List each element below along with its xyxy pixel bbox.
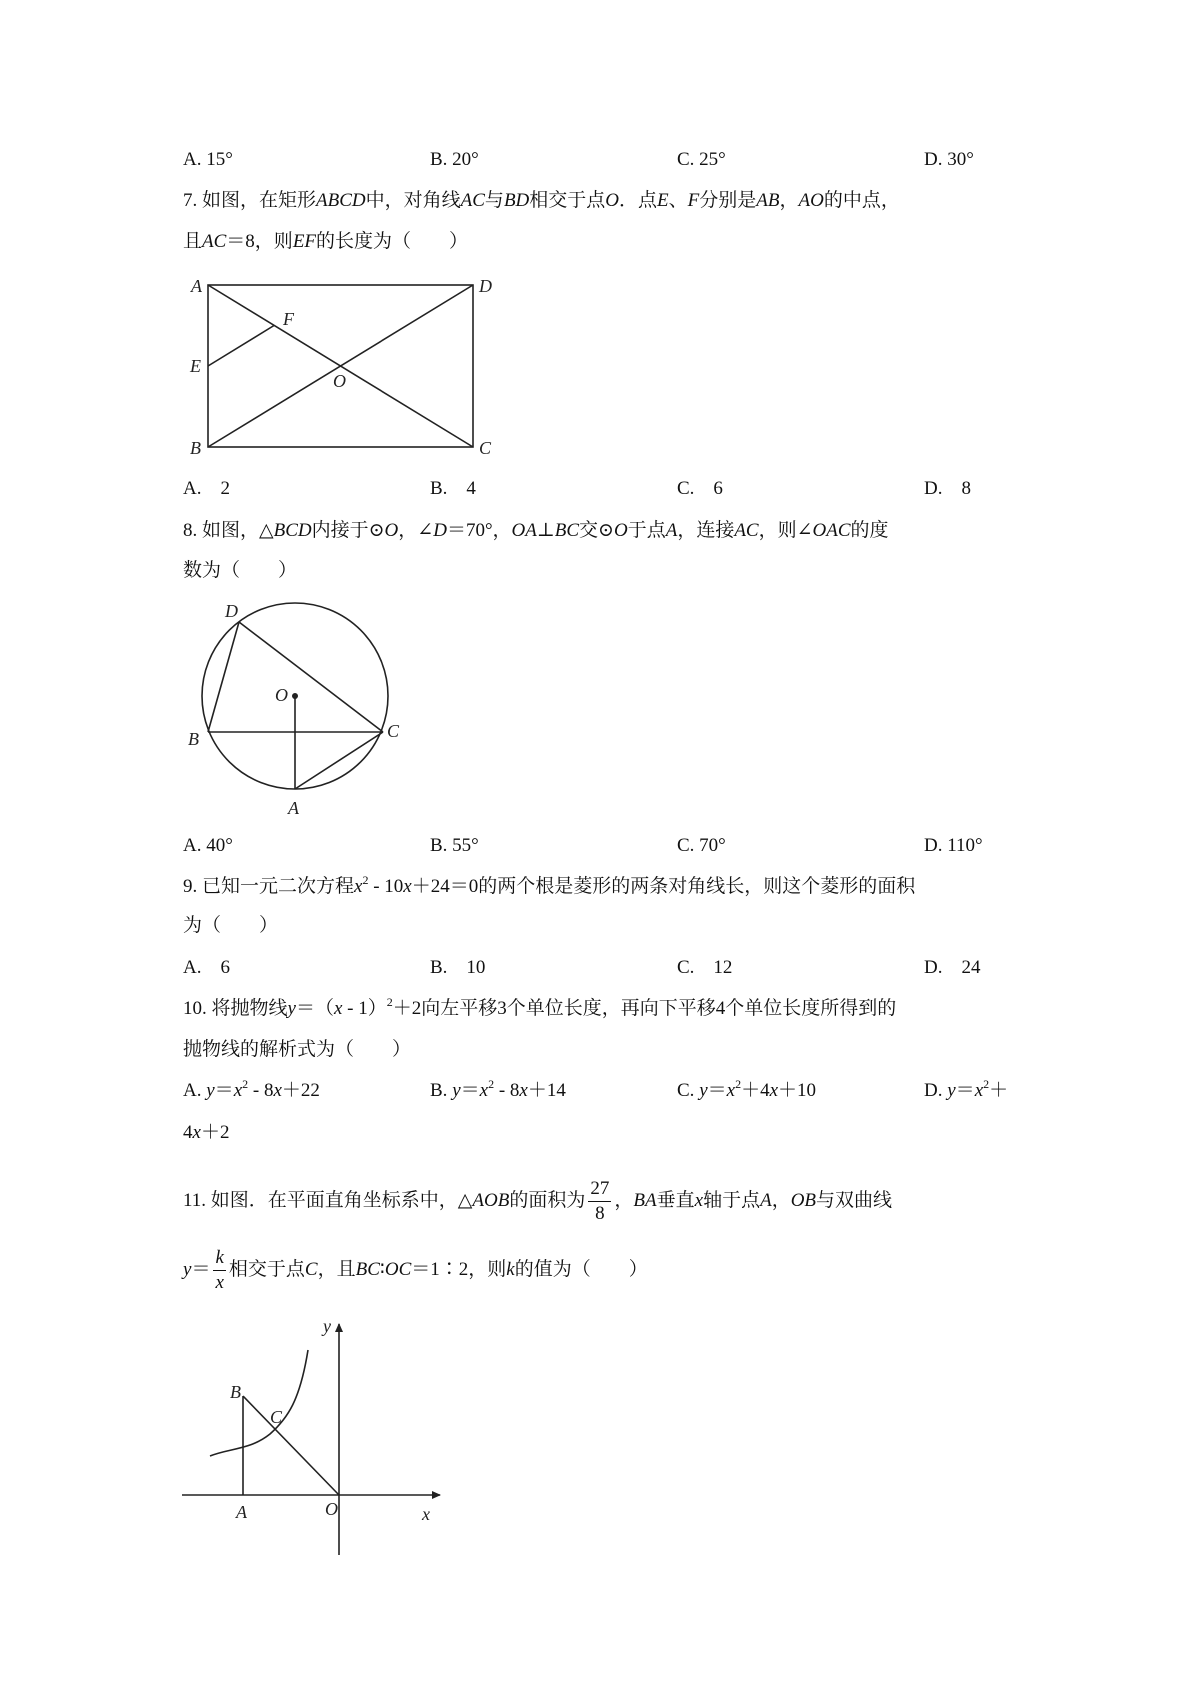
segment-ef bbox=[208, 326, 274, 367]
q9-option-c[interactable]: C. 12 bbox=[677, 957, 733, 978]
label-o: O bbox=[275, 685, 288, 705]
label-a: A bbox=[236, 1502, 247, 1522]
q9-option-d[interactable]: D. 24 bbox=[924, 957, 981, 978]
q8-option-d[interactable]: D. 110° bbox=[924, 835, 983, 856]
q10-option-b[interactable]: B. $y=x^2 - 8x+14$ bbox=[430, 1077, 566, 1101]
q9-stem-line2: 为（ ） bbox=[183, 915, 279, 936]
q9-options bbox=[183, 955, 1023, 981]
q11-figure-coordinate-plane bbox=[170, 1310, 460, 1560]
q7-stem-line1: 7. 如图，在矩形ABCD中，对角线AC与BD相交于点O．点E、F分别是AB，AO的中点， bbox=[183, 190, 900, 211]
label-d: D bbox=[225, 601, 238, 621]
q8-options bbox=[183, 833, 1023, 859]
label-b: B bbox=[190, 438, 201, 458]
label-x: x bbox=[422, 1504, 430, 1524]
q10-option-c[interactable]: C. $y=x^2+4x+10$ bbox=[677, 1077, 817, 1101]
segment-ac bbox=[295, 732, 383, 789]
fraction-k-x: $\frac{k}{x}$ bbox=[215, 1247, 224, 1294]
q8-figure-circle bbox=[183, 598, 413, 820]
label-d: D bbox=[479, 276, 492, 296]
q11-stem-line1: 11. 如图．在平面直角坐标系中，△AOB的面积为 $\frac{27}{8}$ ，BA垂直x轴于点A，OB与双曲线 bbox=[183, 1178, 893, 1225]
q10-stem-line2: 抛物线的解析式为（ ） bbox=[183, 1039, 412, 1060]
q8-stem-line2: 数为（ ） bbox=[183, 560, 298, 581]
label-a: A bbox=[288, 798, 299, 818]
label-o: O bbox=[325, 1499, 338, 1519]
segment-db bbox=[208, 622, 239, 732]
q6-options bbox=[183, 147, 1023, 173]
q9-option-b[interactable]: B. 10 bbox=[430, 957, 486, 978]
q10-options bbox=[183, 1078, 1023, 1104]
q8-stem-line1: 8. 如图，△BCD内接于⊙O，∠D＝70°，OA⊥BC交⊙O于点A，连接AC，则∠OAC的度 bbox=[183, 520, 889, 541]
q7-figure-rectangle bbox=[183, 272, 513, 462]
q6-option-b[interactable]: B. 20° bbox=[430, 149, 479, 170]
q10-option-a[interactable]: A. $y=x^2 - 8x+22$ bbox=[183, 1077, 320, 1101]
q10-option-d[interactable]: D. $y=x^2+$ bbox=[924, 1077, 1009, 1101]
q7-option-a[interactable]: A. 2 bbox=[183, 478, 230, 499]
q7-option-d[interactable]: D. 8 bbox=[924, 478, 971, 499]
hyperbola-curve bbox=[210, 1350, 308, 1456]
q8-option-c[interactable]: C. 70° bbox=[677, 835, 726, 856]
q9-option-a[interactable]: A. 6 bbox=[183, 957, 230, 978]
label-b: B bbox=[188, 729, 199, 749]
label-o: O bbox=[333, 371, 346, 391]
center-point-o bbox=[292, 693, 298, 699]
label-y: y bbox=[323, 1316, 331, 1336]
label-b: B bbox=[230, 1382, 241, 1402]
fraction-27-8: $\frac{27}{8}$ bbox=[590, 1178, 610, 1225]
q9-stem-line1: 9. 已知一元二次方程$x^2 - 10x+24=0$的两个根是菱形的两条对角线长，则这个菱形的面积 bbox=[183, 873, 916, 897]
q8-option-b[interactable]: B. 55° bbox=[430, 835, 479, 856]
q7-options bbox=[183, 476, 1023, 502]
label-c: C bbox=[479, 438, 492, 458]
q8-option-a[interactable]: A. 40° bbox=[183, 835, 233, 856]
q6-option-c[interactable]: C. 25° bbox=[677, 149, 726, 170]
q10-option-d-continued: 4x＋2 bbox=[183, 1122, 230, 1143]
q10-stem-line1: 10. 将抛物线y＝（x - 1）$^2$＋2向左平移3个单位长度，再向下平移4个单位长度所得到的 bbox=[183, 995, 897, 1019]
q11-stem-line2: y＝ $\frac{k}{x}$ 相交于点C，且BC∶OC＝1∶2，则k的值为（ ） bbox=[183, 1247, 648, 1294]
q6-option-d[interactable]: D. 30° bbox=[924, 149, 974, 170]
segment-dc bbox=[239, 622, 383, 732]
label-a: A bbox=[191, 276, 202, 296]
label-f: F bbox=[283, 309, 294, 329]
q7-stem-line2: 且AC＝8，则EF的长度为（ ） bbox=[183, 231, 469, 252]
q6-option-a[interactable]: A. 15° bbox=[183, 149, 233, 170]
label-c: C bbox=[270, 1407, 283, 1427]
q7-option-c[interactable]: C. 6 bbox=[677, 478, 723, 499]
label-e: E bbox=[190, 356, 201, 376]
q7-option-b[interactable]: B. 4 bbox=[430, 478, 476, 499]
segment-bo bbox=[243, 1396, 339, 1495]
label-c: C bbox=[387, 721, 400, 741]
